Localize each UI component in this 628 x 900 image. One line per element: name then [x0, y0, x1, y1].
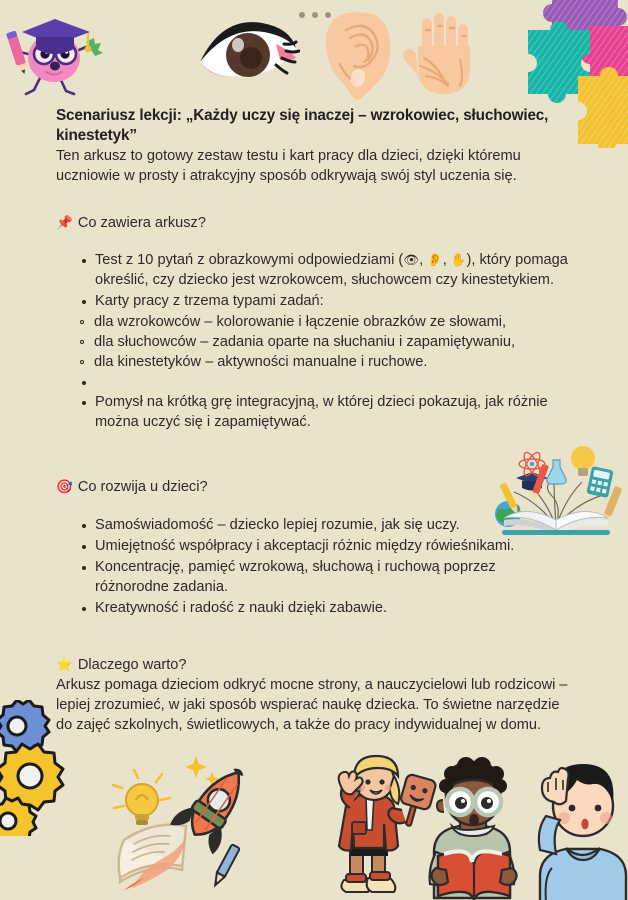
hand-illustration — [402, 10, 478, 100]
star-icon: ⭐ — [56, 656, 73, 672]
direct-hit-icon: 🎯 — [56, 479, 73, 495]
child-with-mask-kinesthetic — [339, 756, 437, 892]
sub-list-item: dla kinestetyków – aktywności manualne i ruchowe. — [80, 353, 568, 373]
list-item: Umiejętność współpracy i akceptacji różnic między rówieśnikami. — [82, 537, 568, 557]
develops-list — [56, 516, 568, 619]
eye-illustration — [196, 18, 300, 90]
eye-icon: 👁 — [403, 253, 420, 268]
closing-paragraph: Arkusz pomaga dzieciom odkryć mocne strony, a nauczycielowi lub rodzicowi – lepiej zrozumieć, w jaki sposób wspierać naukę dziecka. To świetne narzędzie do zajęć szkolnych, świetlicowych, a także do pracy indywidualnej w domu. — [56, 676, 568, 733]
list-item: Pomysł na krótką grę integracyjną, w której dzieci pokazują, jak różnie można uczyć się i zapamiętywać. — [82, 393, 568, 433]
three-dots-decoration — [296, 8, 336, 20]
section-heading-contains — [56, 214, 568, 234]
hand-icon: ✋ — [450, 253, 467, 268]
list-item-empty — [82, 373, 568, 392]
list-item: Koncentrację, pamięć wzrokową, słuchową i ruchową poprzez różnorodne zadania. — [82, 558, 568, 598]
bullet-text-part: ), który pomaga określić, czy dziecko jest wzrokowcem, słuchowcem czy kinestetykiem. — [95, 252, 568, 289]
rocket-lightbulb-book-illustration — [100, 748, 260, 894]
sub-list-item: dla słuchowców – zadania oparte na słuchaniu i zapamiętywaniu, — [80, 333, 568, 353]
bullet-text-part: Test z 10 pytań z obrazkowymi odpowiedziami ( — [95, 252, 404, 269]
separator: , — [442, 252, 451, 269]
pushpin-icon: 📌 — [56, 214, 73, 230]
task-types-sublist — [56, 313, 568, 373]
child-reading-book-visual — [430, 757, 517, 900]
contains-list-continued — [56, 373, 568, 433]
separator: , — [419, 252, 428, 269]
section-heading-label: Dlaczego warto? — [77, 656, 187, 673]
intro-paragraph: Ten arkusz to gotowy zestaw testu i kart pracy dla dzieci, dzięki któremu uczniowie w prosty i atrakcyjny sposób odkrywają swój styl uczenia się. — [56, 147, 521, 184]
document-content — [56, 106, 568, 736]
brain-with-graduation-cap-illustration — [2, 2, 108, 108]
page-title: Scenariusz lekcji: „Każdy uczy się inaczej – wzrokowiec, słuchowiec, kinestetyk” — [56, 107, 549, 144]
section-heading-why — [56, 656, 568, 676]
contains-list — [56, 251, 568, 312]
child-listening-auditory — [539, 764, 626, 900]
list-item — [82, 251, 568, 291]
ear-icon: 👂 — [427, 253, 443, 268]
list-item: Samoświadomość – dziecko lepiej rozumie, jak się uczy. — [82, 516, 568, 536]
sub-list-item: dla wzrokowców – kolorowanie i łączenie obrazków ze słowami, — [80, 313, 568, 333]
section-heading-label: Co zawiera arkusz? — [77, 214, 206, 231]
section-heading-label: Co rozwija u dzieci? — [77, 479, 208, 496]
list-item: Karty pracy z trzema typami zadań: — [82, 292, 568, 312]
ear-illustration — [318, 8, 398, 100]
three-children-illustration — [310, 752, 628, 900]
list-item: Kreatywność i radość z nauki dzięki zabawie. — [82, 599, 568, 619]
section-heading-develops — [56, 478, 568, 498]
